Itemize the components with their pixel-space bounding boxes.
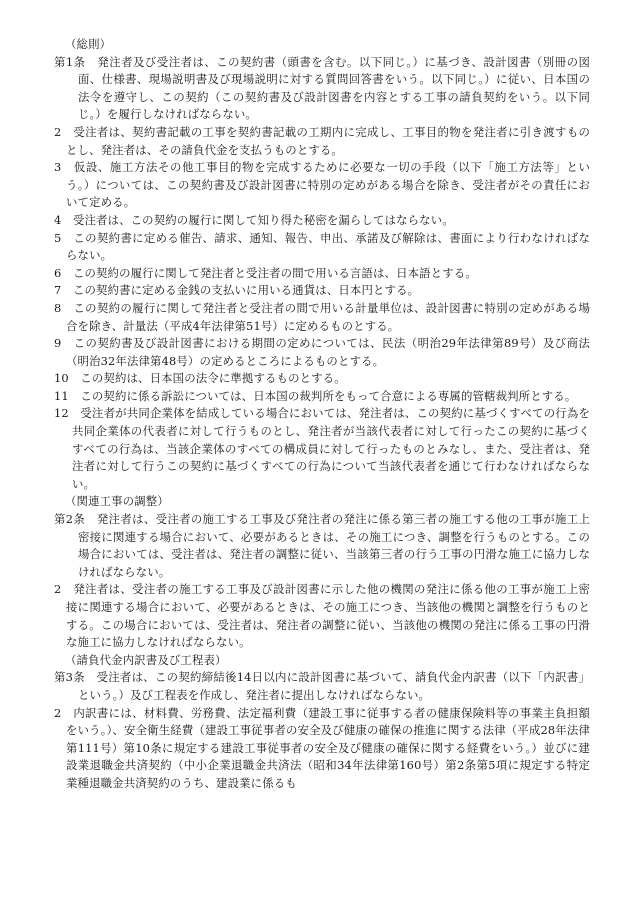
- section-heading: （関連工事の調整）: [65, 494, 169, 509]
- document-body: [54, 36, 590, 793]
- article-paragraph: 第2条 発注者は、受注者の施工する工事及び発注者の発注に係る第三者の施工する他の工事が施工上密接に関連する場合において、必要があるときは、その施工につき、調整を行うものとする。この場合においては、受注者は、発注者の調整に従い、当該第三者の行う工事の円滑な施工に協力しなければならない。: [54, 512, 590, 579]
- clause-paragraph: 12 受注者が共同企業体を結成している場合においては、発注者は、この契約に基づくすべての行為を共同企業体の代表者に対して行うものとし、発注者が当該代表者に対して行ったこの契約に基づくすべての行為は、当該企業体のすべての構成員に対して行ったものとみなし、また、受注者は、発注者に対して行うこの契約に基づくすべての行為について当該代表者を通じて行わなければならない。: [54, 406, 590, 491]
- article-paragraph: 第1条 発注者及び受注者は、この契約書（頭書を含む。以下同じ。）に基づき、設計図書（別冊の図面、仕様書、現場説明書及び現場説明に対する質問回答書をいう。以下同じ。）に従い、日本国の法令を遵守し、この契約（この契約書及び設計図書を内容とする工事の請負契約をいう。以下同じ。）を履行しなければならない。: [54, 54, 590, 122]
- clause-paragraph: 2 内訳書には、材料費、労務費、法定福利費（建設工事に従事する者の健康保険料等の事業主負担額をいう。）、安全衛生経費（建設工事従事者の安全及び健康の確保の推進に関する法律（平成28年法律第111号）第10条に規定する建設工事従事者の安全及び健康の確保に関する経費をいう。）並びに建設業退職金共済契約（中小企業退職金共済法（昭和34年法律第160号）第2条第5項に規定する特定業種退職金共済契約のうち、建設業に係るも: [54, 705, 590, 790]
- clause-paragraph: 4 受注者は、この契約の履行に関して知り得た秘密を漏らしてはならない。: [54, 212, 454, 227]
- clause-paragraph: 2 受注者は、契約書記載の工事を契約書記載の工期内に完成し、工事目的物を発注者に引き渡すものとし、発注者は、その請負代金を支払うものとする。: [54, 124, 590, 157]
- clause-paragraph: 6 この契約の履行に関して発注者と受注者の間で用いる言語は、日本語とする。: [54, 265, 477, 280]
- clause-paragraph: 2 発注者は、受注者の施工する工事及び設計図書に示した他の機関の発注に係る他の工事が施工上密接に関連する場合において、必要があるときは、その施工につき、当該他の機関と調整を行うものとする。この場合においては、受注者は、発注者の調整に従い、当該他の機関の発注に係る工事の円滑な施工に協力しなければならない。: [54, 582, 590, 650]
- clause-paragraph: 8 この契約の履行に関して発注者と受注者の間で用いる計量単位は、設計図書に特別の定めがある場合を除き、計量法（平成4年法律第51号）に定めるものとする。: [54, 300, 590, 333]
- article-paragraph: 第3条 受注者は、この契約締結後14日以内に設計図書に基づいて、請負代金内訳書（以下「内訳書」という。）及び工程表を作成し、発注者に提出しなければならない。: [54, 670, 590, 702]
- section-heading: （請負代金内訳書及び工程表）: [65, 652, 227, 667]
- section-heading: （総則）: [65, 37, 112, 51]
- clause-paragraph: 10 この契約は、日本国の法令に準拠するものとする。: [54, 371, 346, 386]
- clause-paragraph: 7 この契約書に定める金銭の支払いに用いる通貨は、日本円とする。: [54, 283, 420, 298]
- clause-paragraph: 9 この契約書及び設計図書における期間の定めについては、民法（明治29年法律第89号）及び商法（明治32年法律第48号）の定めるところによるものとする。: [54, 336, 590, 368]
- clause-paragraph: 5 この契約書に定める催告、請求、通知、報告、申出、承諾及び解除は、書面により行わなければならない。: [54, 230, 590, 263]
- clause-paragraph: 11 この契約に係る訴訟については、日本国の裁判所をもって合意による専属的管轄裁判所とする。: [54, 388, 577, 403]
- clause-paragraph: 3 仮設、施工方法その他工事目的物を完成するために必要な一切の手段（以下「施工方法等」という。）については、この契約書及び設計図書に特別の定めがある場合を除き、受注者がその責任において定める。: [54, 160, 590, 210]
